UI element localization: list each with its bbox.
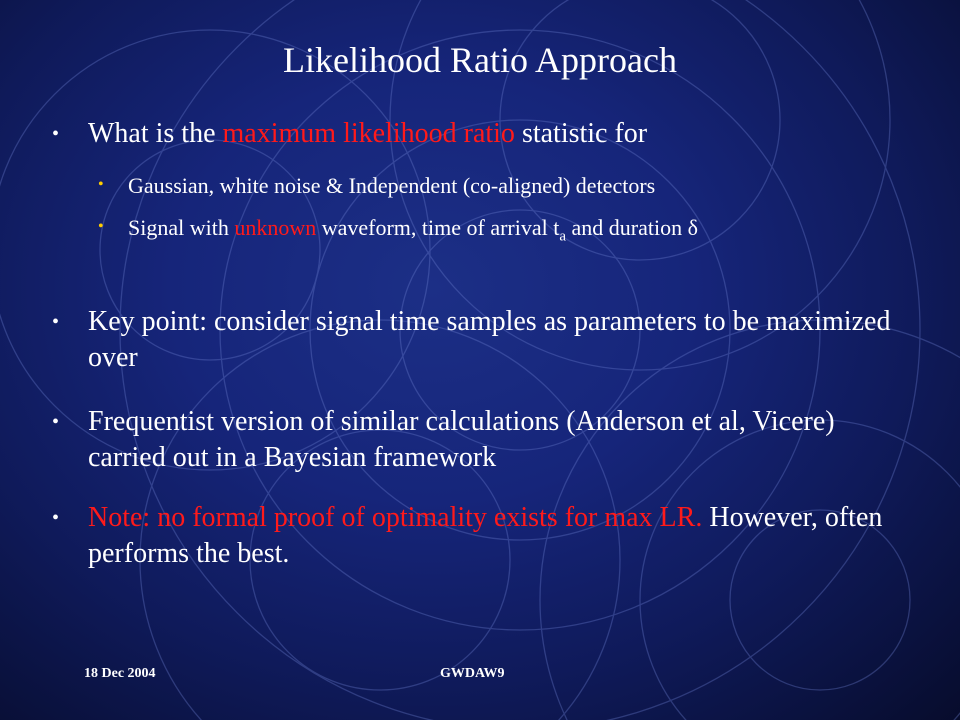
bullet-dot-icon: •	[52, 507, 60, 529]
bullet-dot-icon: •	[52, 311, 60, 333]
bullet-max-likelihood	[52, 116, 918, 152]
subbullet-text: and duration δ	[566, 215, 698, 240]
footer-date: 18 Dec 2004	[84, 666, 156, 681]
slide-title: Likelihood Ratio Approach	[283, 40, 677, 80]
bullet-note	[52, 500, 918, 572]
subscript: a	[559, 228, 567, 245]
bullet-text: Frequentist version of similar calculations (Anderson et al, Vicere) carried out in a Bayesian framework	[88, 406, 835, 473]
bullet-text: statistic for	[514, 118, 648, 149]
footer-event: GWDAW9	[440, 666, 505, 681]
highlighted-text: unknown	[234, 215, 317, 240]
highlighted-text: maximum likelihood ratio	[222, 118, 515, 149]
bullet-text: Key point: consider signal time samples as parameters to be maximized over	[88, 306, 891, 373]
bullet-key-point	[52, 304, 918, 376]
bullet-dot-icon: •	[52, 411, 60, 433]
subbullet-text: Signal with	[128, 215, 235, 240]
subbullet-dot-icon: •	[98, 176, 104, 193]
bullet-frequentist	[52, 404, 918, 476]
highlighted-text: Note: no formal proof of optimality exists for max LR.	[88, 502, 703, 533]
bullet-text: What is the	[88, 118, 223, 149]
subbullet-signal	[98, 213, 918, 251]
subbullet-text: Gaussian, white noise & Independent (co-aligned) detectors	[128, 173, 656, 198]
bullet-text: However, often performs the best.	[88, 502, 883, 569]
subbullet-text: waveform, time of arrival t	[316, 215, 560, 240]
bullet-dot-icon: •	[52, 123, 60, 145]
subbullet-gaussian	[98, 171, 918, 201]
subbullet-dot-icon: •	[98, 218, 104, 235]
